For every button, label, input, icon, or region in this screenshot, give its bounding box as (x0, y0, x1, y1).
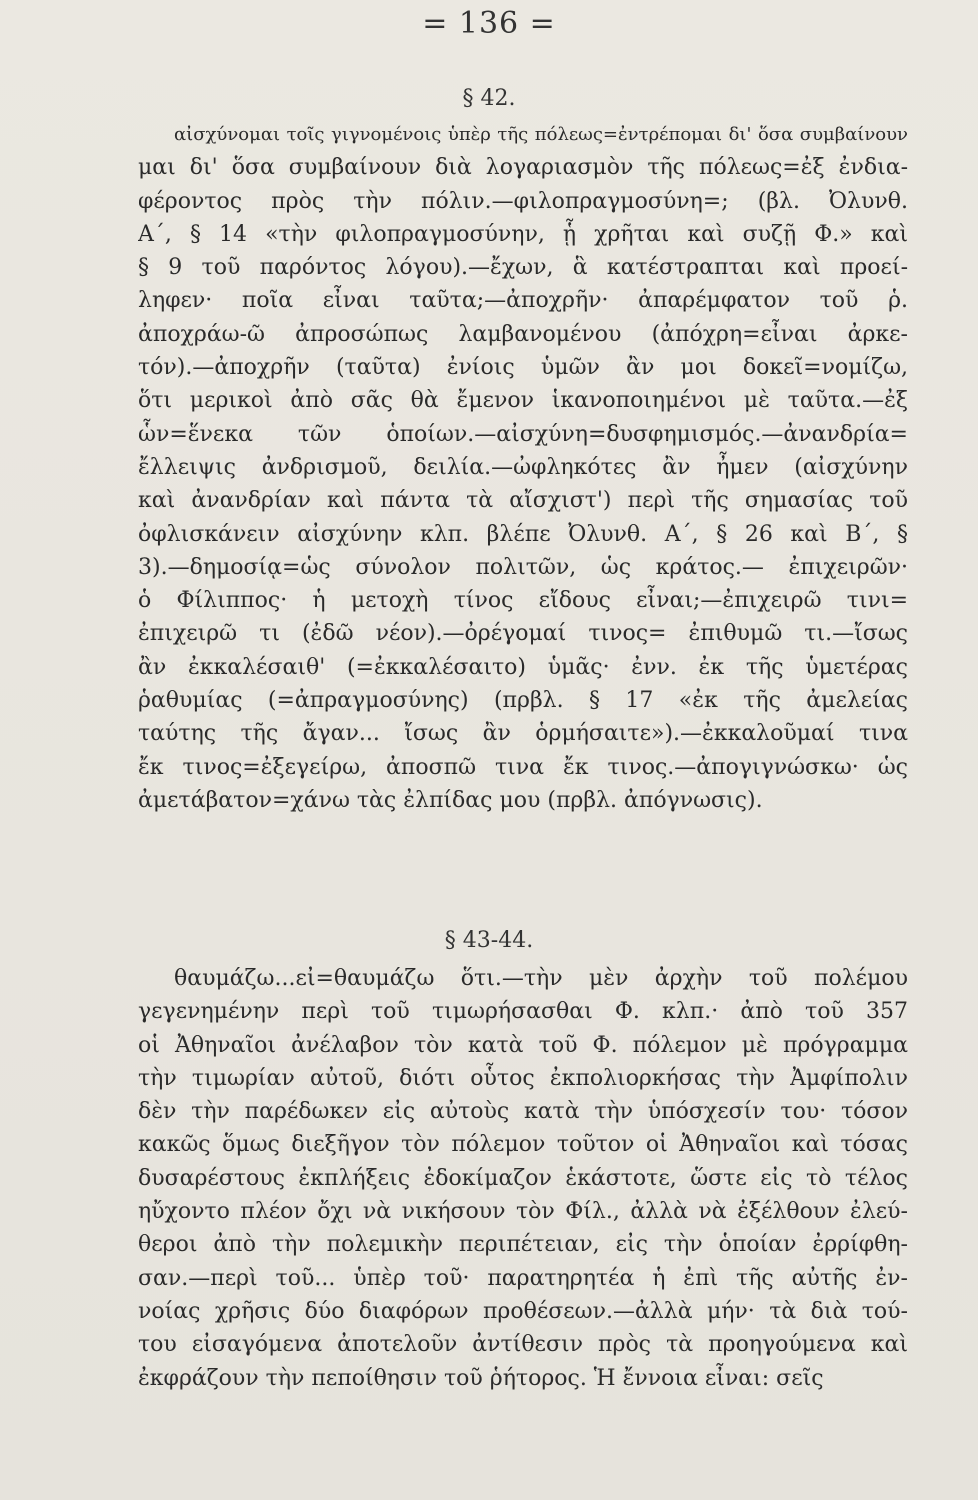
page-number: = 136 = (422, 6, 556, 41)
text-line: φέροντος πρὸς τὴν πόλιν.—φιλοπραγμοσύνη=; (βλ. Ὀλυνθ. (138, 188, 908, 214)
text-line: θεροι ἀπὸ τὴν πολεμικὴν περιπέτειαν, εἰς τὴν ὁποίαν ἐρρίφθη- (138, 1232, 908, 1258)
section-heading-43-44: § 43-44. (444, 928, 534, 953)
text-line: ἐπιχειρῶ τι (ἐδῶ νέον).—ὀρέγομαί τινος= ἐπιθυμῶ τι.—ἴσως (138, 621, 908, 647)
text-line: ἔκ τινος=ἐξεγείρω, ἀποσπῶ τινα ἔκ τινος.—ἀπογιγνώσκω· ὡς (138, 754, 908, 780)
commentary-block-42 (138, 118, 908, 817)
text-line: νοίας χρῆσις δύο διαφόρων προθέσεων.—ἀλλὰ μήν· τὰ διὰ τού- (138, 1298, 908, 1324)
text-line: μαι δι' ὅσα συμβαίνουν διὰ λογαριασμὸν τῆς πόλεως=ἐξ ἐνδια- (138, 155, 908, 181)
text-line: ὁ Φίλιππος· ἡ μετοχὴ τίνος εἴδους εἶναι;—ἐπιχειρῶ τινι= (138, 588, 908, 614)
text-line: ὀφλισκάνειν αἰσχύνην κλπ. βλέπε Ὀλυνθ. Α΄, § 26 καὶ Β΄, § (138, 521, 908, 547)
text-line: ὧν=ἕνεκα τῶν ὁποίων.—αἰσχύνη=δυσφημισμός.—ἀνανδρία= (138, 421, 908, 447)
text-line: Α΄, § 14 «τὴν φιλοπραγμοσύνην, ᾗ χρῆται καὶ συζῇ Φ.» καὶ (138, 221, 908, 247)
text-line: ἂν ἐκκαλέσαιθ' (=ἐκκαλέσαιτο) ὑμᾶς· ἐνν. ἐκ τῆς ὑμετέρας (138, 654, 908, 680)
text-line: ὅτι μερικοὶ ἀπὸ σᾶς θὰ ἔμενον ἱκανοποιημένοι μὲ ταῦτα.—ἐξ (138, 388, 908, 414)
text-line: του εἰσαγόμενα ἀποτελοῦν ἀντίθεσιν πρὸς τὰ προηγούμενα καὶ (138, 1332, 908, 1358)
text-line: ῥαθυμίας (=ἀπραγμοσύνης) (πρβλ. § 17 «ἐκ τῆς ἀμελείας (138, 688, 908, 714)
text-line: καὶ ἀνανδρίαν καὶ πάντα τὰ αἴσχιστ') περὶ τῆς σημασίας τοῦ (138, 488, 908, 514)
text-line: γεγενημένην περὶ τοῦ τιμωρήσασθαι Φ. κλπ.· ἀπὸ τοῦ 357 (138, 999, 908, 1025)
text-line: τόν).—ἀποχρῆν (ταῦτα) ἐνίοις ὑμῶν ἂν μοι δοκεῖ=νομίζω, (138, 355, 908, 381)
text-line: δὲν τὴν παρέδωκεν εἰς αὐτοὺς κατὰ τὴν ὑπόσχεσίν του· τόσον (138, 1099, 908, 1125)
text-line: § 9 τοῦ παρόντος λόγου).—ἔχων, ἃ κατέστραπται καὶ προεί- (138, 255, 908, 281)
text-line: ἀμετάβατον=χάνω τὰς ἐλπίδας μου (πρβλ. ἀπόγνωσις). (138, 787, 763, 813)
text-line: 3).—δημοσίᾳ=ὡς σύνολον πολιτῶν, ὡς κράτος.— ἐπιχειρῶν· (138, 554, 908, 580)
text-line: ληφεν· ποῖα εἶναι ταῦτα;—ἀποχρῆν· ἀπαρέμφατον τοῦ ῥ. (138, 288, 908, 314)
text-line: σαν.—περὶ τοῦ... ὑπὲρ τοῦ· παρατηρητέα ἡ ἐπὶ τῆς αὐτῆς ἐν- (138, 1265, 908, 1291)
text-line: κακῶς ὅμως διεξῆγον τὸν πόλεμον τοῦτον οἱ Ἀθηναῖοι καὶ τόσας (138, 1132, 908, 1158)
text-line: ταύτης τῆς ἄγαν... ἴσως ἂν ὁρμήσαιτε»).—ἐκκαλοῦμαί τινα (138, 721, 908, 747)
text-line: οἱ Ἀθηναῖοι ἀνέλαβον τὸν κατὰ τοῦ Φ. πόλεμον μὲ πρόγραμμα (138, 1032, 908, 1058)
text-line: τὴν τιμωρίαν αὐτοῦ, διότι οὗτος ἐκπολιορκήσας τὴν Ἀμφίπολιν (138, 1065, 908, 1091)
text-line: ἀποχράω-ῶ ἀπροσώπως λαμβανομένου (ἀπόχρη=εἶναι ἀρκε- (138, 321, 908, 347)
text-line: θαυμάζω...εἰ=θαυμάζω ὅτι.—τὴν μὲν ἀρχὴν τοῦ πολέμου (174, 966, 908, 991)
text-line: αἰσχύνομαι τοῖς γιγνομένοις ὑπὲρ τῆς πόλεως=ἐντρέπομαι δι' ὅσα συμβαίνουν (174, 124, 908, 145)
text-line: ἔλλειψις ἀνδρισμοῦ, δειλία.—ὠφληκότες ἂν ἦμεν (αἰσχύνην (138, 454, 908, 480)
section-heading-42: § 42. (462, 86, 516, 111)
text-line: ηὔχοντο πλέον ὄχι νὰ νικήσουν τὸν Φίλ., ἀλλὰ νὰ ἐξέλθουν ἐλεύ- (138, 1199, 908, 1225)
text-line: ἐκφράζουν τὴν πεποίθησιν τοῦ ῥήτορος. Ἡ ἔννοια εἶναι: σεῖς (138, 1365, 824, 1391)
commentary-block-43-44 (138, 962, 908, 1395)
text-line: δυσαρέστους ἐκπλήξεις ἐδοκίμαζον ἑκάστοτε, ὥστε εἰς τὸ τέλος (138, 1165, 908, 1191)
